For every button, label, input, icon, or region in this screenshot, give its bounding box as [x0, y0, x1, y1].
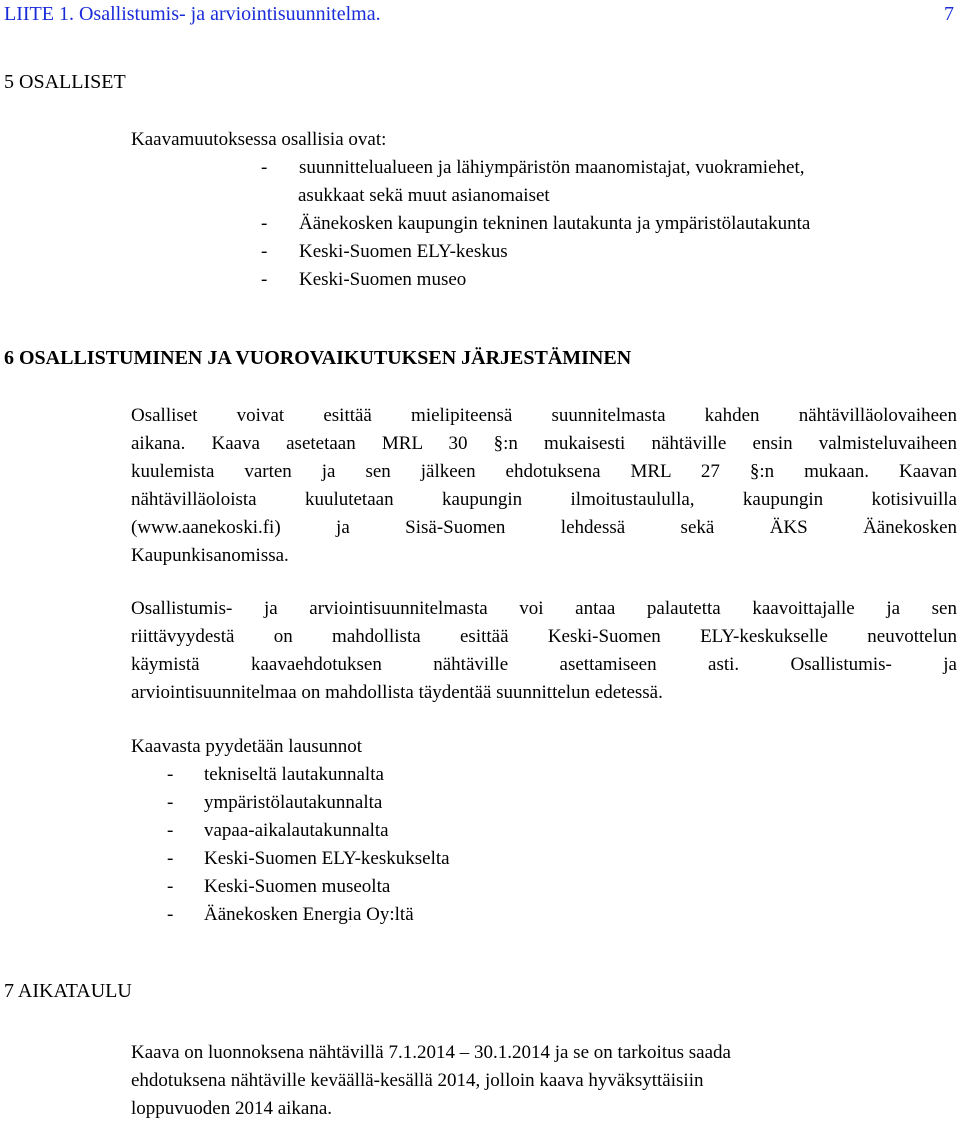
paragraph-line: riittävyydestä on mahdollista esittää Keski-Suomen ELY-keskukselle neuvottelun [131, 626, 957, 647]
list-item: - suunnittelualueen ja lähiympäristön maanomistajat, vuokramiehet, [261, 157, 805, 178]
list-item-text: Keski-Suomen ELY-keskus [299, 241, 508, 262]
list-item: - ympäristölautakunnalta [167, 792, 383, 813]
header-title: LIITE 1. Osallistumis- ja arviointisuunnitelma. [4, 3, 381, 25]
section-6-statements [131, 733, 957, 929]
section-6-title: 6 OSALLISTUMINEN JA VUOROVAIKUTUKSEN JÄRJESTÄMINEN [4, 347, 632, 369]
paragraph-line: Kaava on luonnoksena nähtävillä 7.1.2014 – 30.1.2014 ja se on tarkoitus saada [131, 1042, 731, 1063]
list-item-text: vapaa-aikalautakunnalta [204, 820, 389, 841]
section-7-body [131, 1039, 957, 1123]
paragraph-line: Osallistumis- ja arviointisuunnitelmasta voi antaa palautetta kaavoittajalle ja sen [131, 598, 957, 619]
paragraph-line: aikana. Kaava asetetaan MRL 30 §:n mukaisesti nähtäville ensin valmisteluvaiheen [131, 433, 957, 454]
section-6-paragraph-1 [131, 402, 957, 570]
section-5-intro: Kaavamuutoksessa osallisia ovat: [131, 129, 387, 150]
section-5-title: 5 OSALLISET [4, 71, 126, 93]
page-number: 7 [944, 3, 954, 25]
paragraph-line: (www.aanekoski.fi) ja Sisä-Suomen lehdessä sekä ÄKS Äänekosken [131, 517, 957, 538]
section-6-paragraph-2 [131, 595, 957, 707]
list-item-text: ympäristölautakunnalta [204, 792, 383, 813]
list-item-text: Keski-Suomen museolta [204, 876, 391, 897]
paragraph-line: arviointisuunnitelmaa on mahdollista täydentää suunnittelun edetessä. [131, 682, 663, 703]
paragraph-line: loppuvuoden 2014 aikana. [131, 1098, 333, 1119]
list-item-text: Äänekosken kaupungin tekninen lautakunta ja ympäristölautakunta [299, 213, 811, 234]
list-item-text: tekniseltä lautakunnalta [204, 764, 384, 785]
list-item: - Keski-Suomen museolta [167, 876, 391, 897]
paragraph-line: Osalliset voivat esittää mielipiteensä suunnitelmasta kahden nähtävilläolovaiheen [131, 405, 957, 426]
list-item-text: suunnittelualueen ja lähiympäristön maanomistajat, vuokramiehet, [299, 157, 805, 178]
paragraph-line: kuulemista varten ja sen jälkeen ehdotuksena MRL 27 §:n mukaan. Kaavan [131, 461, 957, 482]
list-item-text: Keski-Suomen museo [299, 269, 467, 290]
paragraph-line: Kaupunkisanomissa. [131, 545, 289, 566]
list-item: - Keski-Suomen ELY-keskus [261, 241, 508, 262]
paragraph-line: käymistä kaavaehdotuksen nähtäville asettamiseen asti. Osallistumis- ja [131, 654, 957, 675]
list-item: - Äänekosken Energia Oy:ltä [167, 904, 414, 925]
list-item: - Keski-Suomen ELY-keskukselta [167, 848, 450, 869]
list-item: - Keski-Suomen museo [261, 269, 467, 290]
section-7-title: 7 AIKATAULU [4, 980, 132, 1002]
paragraph-line: ehdotuksena nähtäville keväällä-kesällä 2014, jolloin kaava hyväksyttäisiin [131, 1070, 704, 1091]
statements-intro: Kaavasta pyydetään lausunnot [131, 736, 363, 757]
list-item-continuation: asukkaat sekä muut asianomaiset [298, 185, 550, 206]
list-item-text: Keski-Suomen ELY-keskukselta [204, 848, 450, 869]
section-5-body [131, 126, 957, 294]
list-item: - vapaa-aikalautakunnalta [167, 820, 389, 841]
paragraph-line: nähtävilläoloista kuulutetaan kaupungin ilmoitustaululla, kaupungin kotisivuilla [131, 489, 957, 510]
list-item: - tekniseltä lautakunnalta [167, 764, 384, 785]
list-item: - Äänekosken kaupungin tekninen lautakunta ja ympäristölautakunta [261, 213, 811, 234]
list-item-text: Äänekosken Energia Oy:ltä [204, 904, 414, 925]
page-header [0, 0, 960, 28]
